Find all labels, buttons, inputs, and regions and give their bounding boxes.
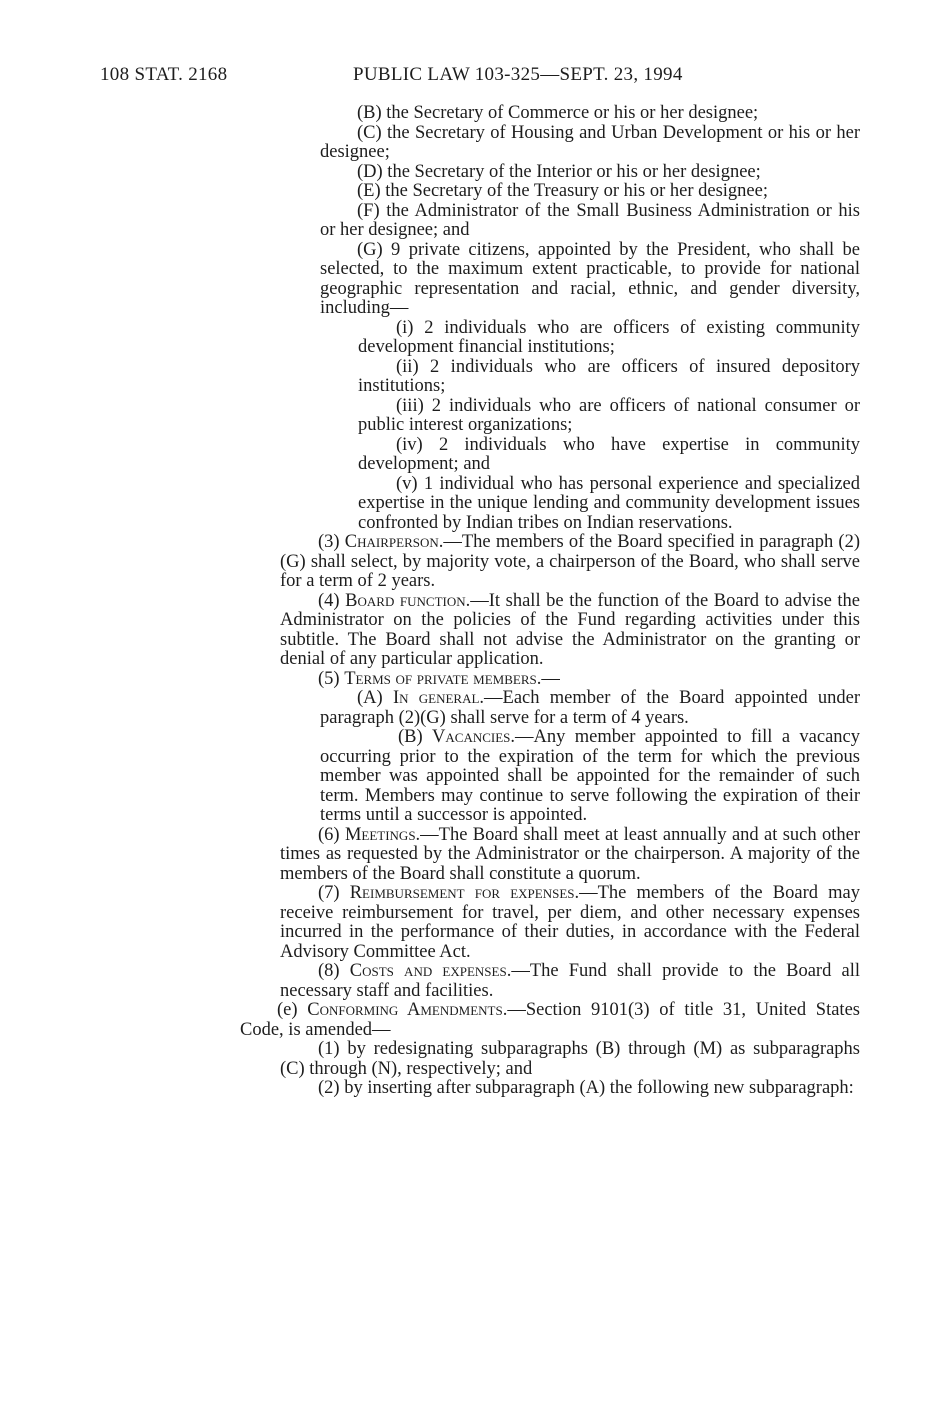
num: (4) <box>318 590 346 611</box>
para-e: (E) the Secretary of the Treasury or his or her designee; <box>357 181 768 201</box>
para-b: (B) the Secretary of Commerce or his or her designee; <box>357 103 759 123</box>
para-5b-vacancies <box>320 728 860 826</box>
para-g: (G) 9 private citizens, appointed by the President, who shall be selected, to the maximum extent practicable, to provide for national geographic representation and racial, ethnic, and gender diversity, including— <box>320 239 860 318</box>
para-8-costs <box>280 962 860 1001</box>
text: .— <box>536 668 560 689</box>
text: .—Section 9101(3) of title 31, United States Code, is amended— <box>240 1000 860 1040</box>
heading: Meetings <box>344 824 416 845</box>
heading: Conforming Amendments <box>307 1000 503 1020</box>
amendment-2: (2) by inserting after subparagraph (A) the following new subparagraph: <box>318 1078 854 1098</box>
para-3-chairperson <box>280 533 860 592</box>
text: .—The members of the Board may receive reimbursement for travel, per diem, and other necessary expenses incurred in the performance of their duties, in accordance with the Federal Advisory Committee Act. <box>280 883 860 962</box>
heading: Chairperson <box>344 532 439 552</box>
para-d: (D) the Secretary of the Interior or his or her designee; <box>357 161 761 182</box>
para-4-board-function <box>280 592 860 670</box>
heading: Reimbursement for expenses <box>349 883 575 903</box>
num: (8) <box>318 961 350 981</box>
page-running-head: PUBLIC LAW 103-325—SEPT. 23, 1994 <box>353 64 683 85</box>
clause-iv: (iv) 2 individuals who have expertise in community development; and <box>358 434 860 474</box>
clause-ii: (ii) 2 individuals who are officers of insured depository institutions; <box>358 356 860 396</box>
para-5-terms <box>280 670 860 690</box>
heading: Terms of private members <box>344 668 537 689</box>
text: .—The members of the Board specified in paragraph (2)(G) shall select, by majority vote, a chairperson of the Board, who shall serve for a term of 2 years. <box>280 532 860 591</box>
subsection-e-amendments <box>240 1001 860 1040</box>
heading: Costs and expenses <box>349 961 507 981</box>
amendment-1: (1) by redesignating subparagraphs (B) through (M) as subparagraphs (C) through (N), respectively; and <box>280 1039 860 1079</box>
para-6-meetings <box>280 826 860 885</box>
text: .—The Fund shall provide to the Board all necessary staff and facilities. <box>280 961 860 1001</box>
text: .—Each member of the Board appointed under paragraph (2)(G) shall serve for a term of 4 years. <box>320 688 860 728</box>
heading: Vacancies <box>432 727 511 747</box>
num: (5) <box>318 668 345 689</box>
text: .—It shall be the function of the Board to advise the Administrator on the policies of the Fund regarding activities under this subtitle. The Board shall not advise the Administrator on the granting or denial of any particular application. <box>280 590 860 669</box>
text: .—The Board shall meet at least annually and at such other times as requested by the Administrator or the chairperson. A majority of the members of the Board shall constitute a quorum. <box>280 824 860 884</box>
num: (B) <box>398 727 433 747</box>
num: (3) <box>318 532 345 552</box>
clause-i: (i) 2 individuals who are officers of existing community development financial institutions; <box>358 317 860 357</box>
heading: Board function <box>345 590 466 611</box>
statute-body <box>240 104 860 1099</box>
clause-v: (v) 1 individual who has personal experience and specialized expertise in the unique lending and community development issues confronted by Indian tribes on Indian reservations. <box>358 473 860 533</box>
para-5a-general <box>320 689 860 728</box>
para-7-reimbursement <box>280 884 860 962</box>
clause-iii: (iii) 2 individuals who are officers of national consumer or public interest organizations; <box>358 395 860 435</box>
para-f: (F) the Administrator of the Small Business Administration or his or her designee; and <box>320 200 860 240</box>
heading: In general <box>392 688 480 708</box>
text: .—Any member appointed to fill a vacancy occurring prior to the expiration of the term for which the previous member was appointed shall be appointed for the remainder of such term. Members may continue to serve following the expiration of their terms until a successor is appointed. <box>320 727 860 825</box>
para-c: (C) the Secretary of Housing and Urban Development or his or her designee; <box>320 122 860 162</box>
num: (A) <box>357 688 393 708</box>
num: (7) <box>318 883 350 903</box>
page-stat-citation: 108 STAT. 2168 <box>100 64 228 85</box>
num: (e) <box>277 1000 308 1020</box>
num: (6) <box>318 824 345 845</box>
